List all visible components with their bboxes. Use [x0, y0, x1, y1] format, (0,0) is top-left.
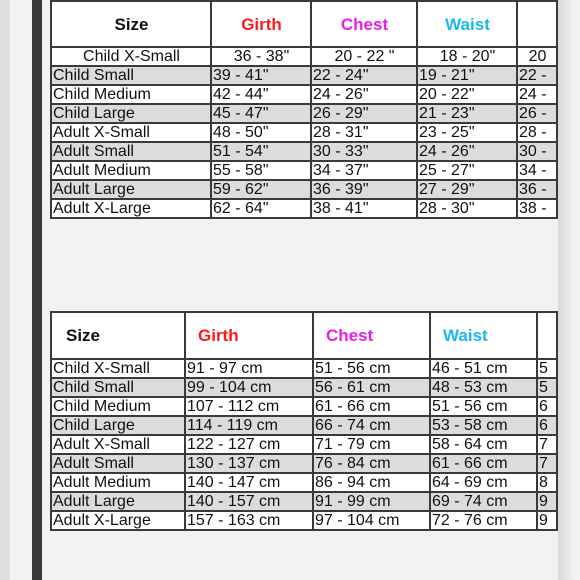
table-row [51, 47, 557, 66]
cell-size: Adult Medium [51, 161, 211, 180]
table-row [51, 454, 557, 473]
cell-girth: 130 - 137 cm [185, 454, 313, 473]
cell-size: Child Small [51, 66, 211, 85]
cell-girth: 55 - 58" [211, 161, 311, 180]
table-row [51, 104, 557, 123]
cell-chest: 51 - 56 cm [313, 359, 430, 378]
cell-girth: 39 - 41" [211, 66, 311, 85]
table-row [51, 199, 557, 218]
cell-size: Child Small [51, 378, 185, 397]
table-row [51, 161, 557, 180]
cell-chest: 26 - 29" [311, 104, 417, 123]
header-chest: Chest [311, 1, 417, 47]
table-row [51, 85, 557, 104]
cell-waist: 72 - 76 cm [430, 511, 537, 530]
cell-chest: 34 - 37" [311, 161, 417, 180]
cell-size: Adult Large [51, 492, 185, 511]
cell-waist: 69 - 74 cm [430, 492, 537, 511]
header-row [51, 1, 557, 47]
cell-girth: 99 - 104 cm [185, 378, 313, 397]
header-girth: Girth [185, 312, 313, 359]
cell-girth: 107 - 112 cm [185, 397, 313, 416]
cell-more: 30 - [517, 142, 557, 161]
cell-girth: 140 - 157 cm [185, 492, 313, 511]
table-row [51, 378, 557, 397]
table-row [51, 123, 557, 142]
cell-waist: 46 - 51 cm [430, 359, 537, 378]
size-chart-centimeters [50, 311, 558, 531]
cell-size: Adult X-Small [51, 435, 185, 454]
cell-size: Child Large [51, 104, 211, 123]
cell-waist: 53 - 58 cm [430, 416, 537, 435]
table-row [51, 66, 557, 85]
header-waist: Waist [417, 1, 517, 47]
cell-girth: 62 - 64" [211, 199, 311, 218]
cell-chest: 61 - 66 cm [313, 397, 430, 416]
cell-more: 28 - [517, 123, 557, 142]
cell-size: Child Medium [51, 397, 185, 416]
cell-girth: 122 - 127 cm [185, 435, 313, 454]
header-cutoff [517, 1, 557, 47]
cell-waist: 24 - 26" [417, 142, 517, 161]
cell-chest: 86 - 94 cm [313, 473, 430, 492]
cell-waist: 20 - 22" [417, 85, 517, 104]
cell-more: 34 - [517, 161, 557, 180]
cell-size: Adult X-Large [51, 511, 185, 530]
cell-waist: 18 - 20" [417, 47, 517, 66]
cell-more: 9 [537, 511, 557, 530]
cell-waist: 28 - 30" [417, 199, 517, 218]
cell-waist: 48 - 53 cm [430, 378, 537, 397]
cell-waist: 64 - 69 cm [430, 473, 537, 492]
table-row [51, 416, 557, 435]
table-row [51, 180, 557, 199]
table-row [51, 397, 557, 416]
table-row [51, 359, 557, 378]
size-chart-inches [50, 0, 558, 219]
cell-waist: 58 - 64 cm [430, 435, 537, 454]
left-margin [0, 0, 10, 580]
cell-chest: 91 - 99 cm [313, 492, 430, 511]
cell-waist: 23 - 25" [417, 123, 517, 142]
cell-girth: 42 - 44" [211, 85, 311, 104]
cell-more: 24 - [517, 85, 557, 104]
cell-chest: 20 - 22 " [311, 47, 417, 66]
cell-more: 22 - [517, 66, 557, 85]
cell-size: Adult Medium [51, 473, 185, 492]
cell-chest: 36 - 39" [311, 180, 417, 199]
cell-girth: 140 - 147 cm [185, 473, 313, 492]
header-row [51, 312, 557, 359]
cell-chest: 71 - 79 cm [313, 435, 430, 454]
cell-chest: 97 - 104 cm [313, 511, 430, 530]
cell-more: 5 [537, 359, 557, 378]
table-row [51, 473, 557, 492]
header-girth: Girth [211, 1, 311, 47]
cell-girth: 114 - 119 cm [185, 416, 313, 435]
cell-size: Child X-Small [51, 359, 185, 378]
cell-size: Child Large [51, 416, 185, 435]
table-row [51, 492, 557, 511]
cell-size: Child X-Small [51, 47, 211, 66]
cell-waist: 51 - 56 cm [430, 397, 537, 416]
cell-more: 9 [537, 492, 557, 511]
header-size: Size [51, 1, 211, 47]
cell-girth: 91 - 97 cm [185, 359, 313, 378]
cell-more: 8 [537, 473, 557, 492]
cell-more: 6 [537, 397, 557, 416]
cell-more: 7 [537, 435, 557, 454]
cell-girth: 45 - 47" [211, 104, 311, 123]
cell-girth: 157 - 163 cm [185, 511, 313, 530]
cell-size: Adult X-Small [51, 123, 211, 142]
cell-waist: 19 - 21" [417, 66, 517, 85]
cell-more: 26 - [517, 104, 557, 123]
cell-more: 6 [537, 416, 557, 435]
table-row [51, 142, 557, 161]
cell-girth: 48 - 50" [211, 123, 311, 142]
frame-bar [32, 0, 42, 580]
cell-chest: 56 - 61 cm [313, 378, 430, 397]
cell-more: 7 [537, 454, 557, 473]
table-row [51, 435, 557, 454]
cell-waist: 21 - 23" [417, 104, 517, 123]
cell-chest: 22 - 24" [311, 66, 417, 85]
cell-size: Adult Large [51, 180, 211, 199]
cell-size: Adult Small [51, 142, 211, 161]
cell-chest: 30 - 33" [311, 142, 417, 161]
cell-size: Adult X-Large [51, 199, 211, 218]
cell-chest: 24 - 26" [311, 85, 417, 104]
table-row [51, 511, 557, 530]
cell-waist: 27 - 29" [417, 180, 517, 199]
cell-waist: 61 - 66 cm [430, 454, 537, 473]
cell-girth: 59 - 62" [211, 180, 311, 199]
cell-girth: 51 - 54" [211, 142, 311, 161]
right-edge-shadow [558, 0, 572, 580]
header-waist: Waist [430, 312, 537, 359]
cell-chest: 76 - 84 cm [313, 454, 430, 473]
cell-more: 36 - [517, 180, 557, 199]
cell-more: 5 [537, 378, 557, 397]
cell-chest: 28 - 31" [311, 123, 417, 142]
cell-more: 38 - [517, 199, 557, 218]
cell-size: Adult Small [51, 454, 185, 473]
cell-waist: 25 - 27" [417, 161, 517, 180]
header-chest: Chest [313, 312, 430, 359]
cell-size: Child Medium [51, 85, 211, 104]
cell-chest: 66 - 74 cm [313, 416, 430, 435]
cell-girth: 36 - 38" [211, 47, 311, 66]
header-cutoff [537, 312, 557, 359]
header-size: Size [51, 312, 185, 359]
cell-chest: 38 - 41" [311, 199, 417, 218]
cell-more: 20 [517, 47, 557, 66]
